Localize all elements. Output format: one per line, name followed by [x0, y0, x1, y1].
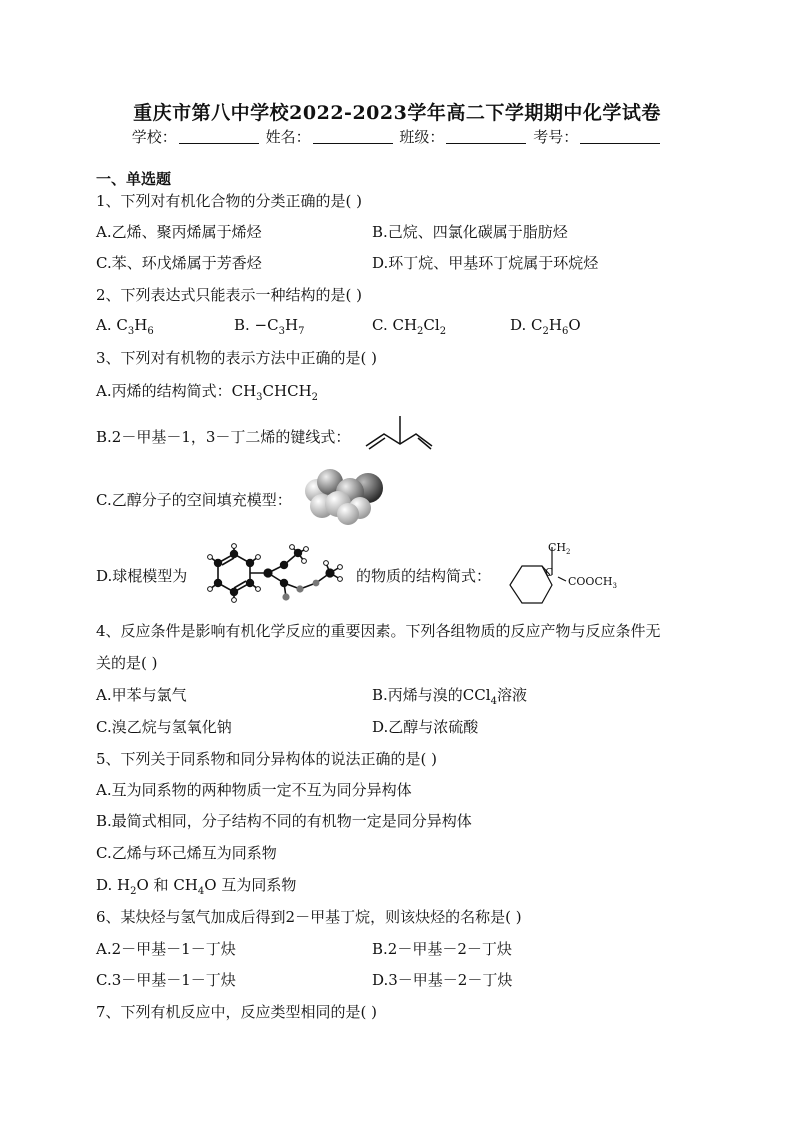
class-label: 班级：: [399, 128, 445, 146]
q2-stem: 2、下列表达式只能表示一种结构的是( ): [96, 286, 363, 304]
ball-and-stick-model: [200, 543, 352, 605]
name-label: 姓名：: [265, 128, 311, 146]
q2-option-a: A. $C_3H_6$: [96, 316, 154, 337]
q2-option-d: D. $C_2H_6O$: [510, 316, 581, 337]
q4-option-a: A.甲苯与氯气: [96, 686, 187, 704]
ethanol-space-filling-model: [302, 466, 388, 526]
ester-group-label: $COOCH_3$: [568, 575, 617, 591]
q6-option-a: A.2－甲基－1－丁炔: [96, 940, 236, 958]
q4-stem-line1: 4、反应条件是影响有机化学反应的重要因素。下列各组物质的反应产物与反应条件无: [96, 622, 661, 640]
class-blank[interactable]: [446, 129, 526, 144]
q2-option-c: C. $CH_2Cl_2$: [372, 316, 447, 337]
q4-option-c: C.溴乙烷与氢氧化钠: [96, 718, 232, 736]
q6-option-d: D.3－甲基－2－丁炔: [372, 971, 513, 989]
q6-stem: 6、某炔烃与氢气加成后得到2－甲基丁烷，则该炔烃的名称是( ): [96, 908, 522, 926]
q6-option-b: B.2－甲基－2－丁炔: [372, 940, 512, 958]
q7-stem: 7、下列有机反应中，反应类型相同的是( ): [96, 1003, 378, 1021]
number-blank[interactable]: [580, 129, 660, 144]
q5-option-c: C.乙烯与环己烯互为同系物: [96, 844, 277, 862]
ester-carbon-label: C: [545, 566, 554, 579]
q2-option-b: B. $-C_3H_7$: [234, 316, 305, 337]
q1-stem: 1、下列对有机化合物的分类正确的是( ): [96, 192, 363, 210]
school-label: 学校：: [131, 128, 177, 146]
q3-option-b: B.2－甲基－1，3－丁二烯的键线式：: [96, 428, 351, 446]
q6-option-c: C.3－甲基－1－丁炔: [96, 971, 236, 989]
number-label: 考号：: [533, 128, 579, 146]
page-title: 重庆市第八中学校2022-2023学年高二下学期期中化学试卷: [133, 102, 661, 124]
q5-option-b: B.最简式相同，分子结构不同的有机物一定是同分异构体: [96, 812, 472, 830]
q4-stem-line2: 关的是( ): [96, 654, 158, 672]
q1-option-d: D.环丁烷、甲基环丁烷属于环烷烃: [372, 254, 599, 272]
q3-option-d-label: D.球棍模型为: [96, 567, 188, 585]
q5-option-d: D. $H_2O$ 和 $CH_4O$ 互为同系物: [96, 876, 297, 897]
q3-option-c: C.乙醇分子的空间填充模型：: [96, 491, 292, 509]
student-info-row: [0, 126, 794, 147]
q4-option-b: B.丙烯与溴的CCl$_4$溶液: [372, 686, 527, 707]
q4-option-d: D.乙醇与浓硫酸: [372, 718, 479, 736]
name-blank[interactable]: [313, 129, 393, 144]
q3-stem: 3、下列对有机物的表示方法中正确的是( ): [96, 349, 378, 367]
q1-option-b: B.己烷、四氯化碳属于脂肪烃: [372, 223, 568, 241]
q3-option-a: A.丙烯的结构简式：$CH_3CHCH_2$: [96, 382, 319, 403]
q3-option-d-text: 的物质的结构简式：: [356, 567, 492, 585]
q5-stem: 5、下列关于同系物和同分异构体的说法正确的是( ): [96, 750, 438, 768]
ester-methyl-label: $CH_2$: [548, 541, 571, 557]
q5-option-a: A.互为同系物的两种物质一定不互为同分异构体: [96, 781, 412, 799]
school-blank[interactable]: [179, 129, 259, 144]
section-heading: 一、单选题: [96, 170, 172, 188]
q1-option-a: A.乙烯、聚丙烯属于烯烃: [96, 223, 262, 241]
isoprene-skeletal-formula: [364, 412, 436, 452]
q1-option-c: C.苯、环戊烯属于芳香烃: [96, 254, 262, 272]
